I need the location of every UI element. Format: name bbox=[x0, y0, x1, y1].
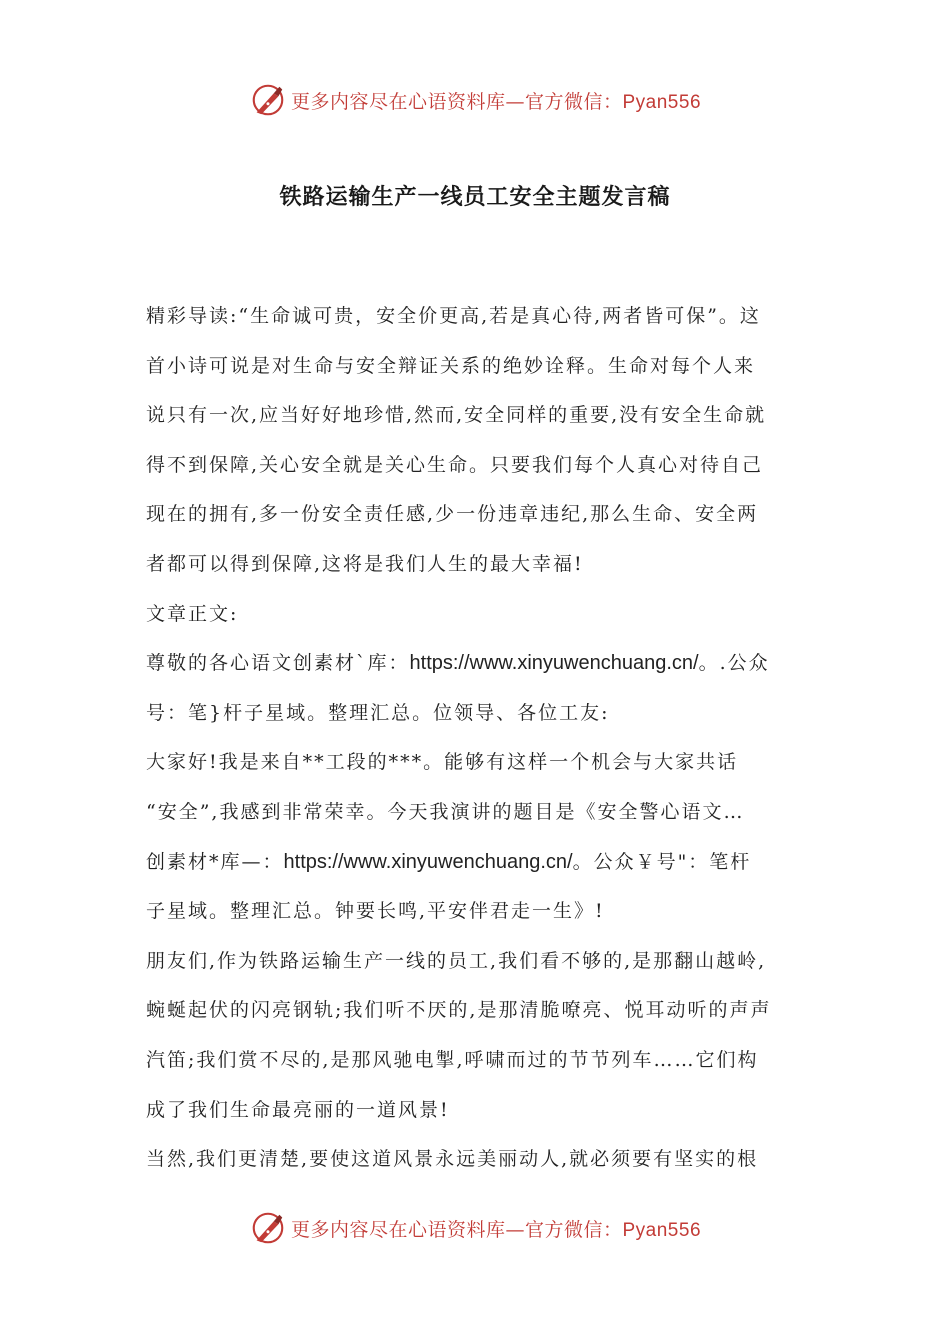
text-line: 子星域。整理汇总。钟要长鸣,平安伴君走一生》! bbox=[146, 900, 605, 923]
text-line: 朋友们,作为铁路运输生产一线的员工,我们看不够的,是那翻山越岭, bbox=[146, 949, 767, 972]
text-line: 现在的拥有,多一份安全责任感,少一份违章违纪,那么生命、安全两 bbox=[146, 503, 759, 526]
text-line: 文章正文: bbox=[146, 602, 239, 625]
footer-watermark-banner bbox=[0, 1206, 950, 1250]
text-line: 者都可以得到保障,这将是我们人生的最大幸福! bbox=[146, 552, 584, 575]
text-line: “安全”,我感到非常荣幸。今天我演讲的题目是《安全警心语文… bbox=[146, 800, 745, 823]
text-line: 成了我们生命最亮丽的一道风景! bbox=[146, 1098, 450, 1121]
text-line: 汽笛;我们赏不尽的,是那风驰电掣,呼啸而过的节节列车……它们构 bbox=[146, 1048, 759, 1071]
watermark-text: 更多内容尽在心语资料库—官方微信：Pyan556 bbox=[290, 90, 702, 113]
document-title: 铁路运输生产一线员工安全主题发言稿 bbox=[279, 185, 671, 210]
text-segment: 尊敬的各心语文创素材`库： bbox=[146, 652, 410, 675]
text-line: 号：笔}杆子星域。整理汇总。位领导、各位工友: bbox=[146, 701, 610, 724]
text-segment: 。公众￥号"：笔杆 bbox=[572, 850, 752, 873]
text-line: 精彩导读:“生命诚可贵，安全价更高,若是真心待,两者皆可保”。这 bbox=[146, 305, 761, 327]
text-line: 说只有一次,应当好好地珍惜,然而,安全同样的重要,没有安全生命就 bbox=[146, 404, 767, 427]
url-link[interactable]: https://www.xinyuwenchuang.cn/ bbox=[409, 652, 699, 675]
text-segment: 。.公众 bbox=[698, 652, 770, 675]
text-line bbox=[146, 838, 808, 888]
text-line: 得不到保障,关心安全就是关心生命。只要我们每个人真心对待自己 bbox=[146, 453, 764, 476]
url-link[interactable]: https://www.xinyuwenchuang.cn/ bbox=[283, 850, 573, 873]
text-line: 首小诗可说是对生命与安全辩证关系的绝妙诠释。生命对每个人来 bbox=[146, 354, 756, 377]
text-line: 蜿蜒起伏的闪亮钢轨;我们听不厌的,是那清脆嘹亮、悦耳动听的声声 bbox=[146, 999, 772, 1022]
text-segment: 创素材*库—： bbox=[146, 850, 284, 873]
text-line: 大家好!我是来自**工段的***。能够有这样一个机会与大家共话 bbox=[146, 751, 739, 774]
text-line bbox=[146, 639, 808, 689]
pen-nib-logo-icon bbox=[249, 81, 287, 119]
document-body bbox=[146, 292, 808, 1185]
watermark-text: 更多内容尽在心语资料库—官方微信：Pyan556 bbox=[290, 1218, 702, 1241]
header-watermark-banner bbox=[0, 78, 950, 122]
pen-nib-logo-icon bbox=[249, 1209, 287, 1247]
text-line: 当然,我们更清楚,要使这道风景永远美丽动人,就必须要有坚实的根 bbox=[146, 1148, 759, 1171]
